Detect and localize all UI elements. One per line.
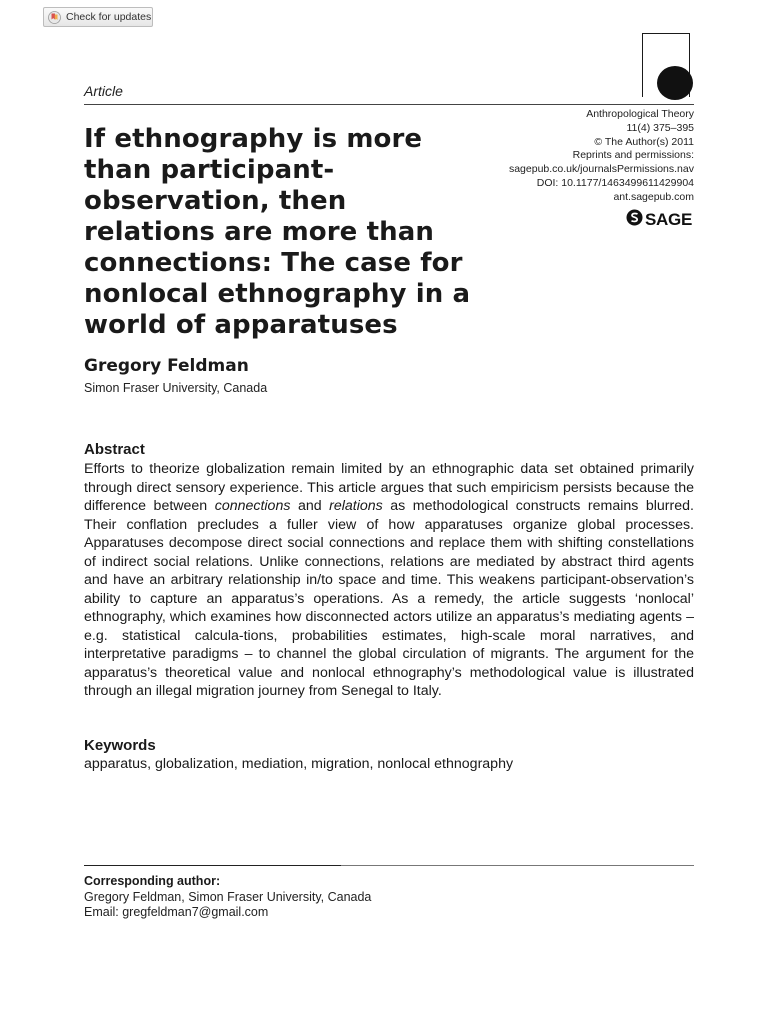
- corresponding-author-name: Gregory Feldman, Simon Fraser University, Canada: [84, 890, 372, 904]
- corresponding-author-heading: Corresponding author:: [84, 874, 221, 888]
- header-rule: [84, 104, 694, 105]
- journal-site[interactable]: ant.sagepub.com: [613, 190, 694, 203]
- abstract-heading: Abstract: [84, 441, 145, 458]
- check-for-updates-label: Check for updates: [66, 11, 152, 23]
- abstract-part: as methodological constructs remains blurred. Their conflation precludes a fuller view of how apparatuses organize global processes. Apparatuses decompose direct social connections and replace them with shifting constellations of indirect social relations. Unlike connections, relations are mediated by abstract third agents and have an arbitrary relationship in/to space and time. This weakens participant-observation’s ability to capture an apparatus’s operations. As a remedy, the article suggests ‘nonlocal’ ethnography, which examines how disconnected actors utilize an apparatus’s mediating agents – e.g. statistical calcula-tions, probabilities estimates, high-scale moral narratives, and interpretative paradigms – to channel the global circulation of migrants. The argument for the apparatus’s theoretical value and nonlocal ethnography’s methodological value is illustrated through an illegal migration journey from Senegal to Italy.: [84, 498, 694, 699]
- corner-dot: [657, 66, 693, 100]
- paper-title: If ethnography is more than participant-observation, then relations are more than connections: The case for nonlocal ethnography in a world of apparatuses: [84, 124, 471, 340]
- keywords-list: apparatus, globalization, mediation, migration, nonlocal ethnography: [84, 756, 514, 772]
- abstract-part: Efforts to theorize globalization remain limited by an ethnographic data set obtained primarily through direct sensory experience. This article argues that such empiricism persists because the difference between: [84, 461, 694, 514]
- footnote-rule-accent: [84, 865, 341, 866]
- keywords-heading: Keywords: [84, 737, 156, 754]
- publisher-logo: [626, 210, 692, 230]
- abstract-term: connections: [214, 498, 291, 514]
- check-for-updates-button[interactable]: [43, 7, 153, 27]
- publisher-name: SAGE: [645, 210, 692, 229]
- section-label: Article: [84, 83, 123, 99]
- author-affiliation: Simon Fraser University, Canada: [84, 381, 268, 395]
- journal-name: Anthropological Theory: [586, 108, 694, 120]
- journal-volume: 11(4) 375–395: [626, 121, 694, 134]
- reprints-label: Reprints and permissions:: [572, 149, 694, 162]
- abstract-term: relations: [329, 498, 383, 514]
- author-name: Gregory Feldman: [84, 356, 249, 376]
- abstract-text: [84, 460, 694, 701]
- sage-s-icon: [626, 209, 643, 231]
- corresponding-author-email[interactable]: Email: gregfeldman7@gmail.com: [84, 905, 269, 919]
- abstract-part: and: [290, 498, 330, 514]
- doi[interactable]: DOI: 10.1177/1463499611429904: [536, 176, 694, 189]
- copyright: © The Author(s) 2011: [594, 135, 694, 148]
- reprints-link[interactable]: sagepub.co.uk/journalsPermissions.nav: [508, 163, 694, 176]
- update-ribbon-icon: [48, 11, 61, 24]
